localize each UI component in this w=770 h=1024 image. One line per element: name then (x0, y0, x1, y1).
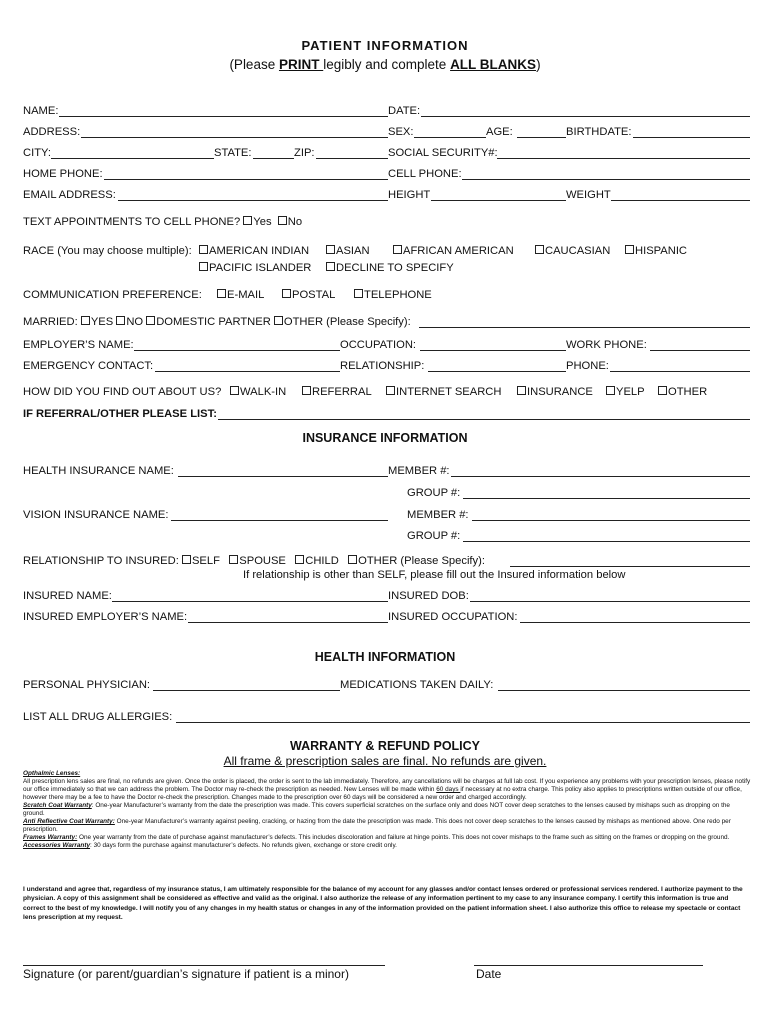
cell-phone-field[interactable] (462, 179, 750, 180)
opthalmic-title: Opthalmic Lenses: (23, 770, 81, 777)
accessories-text: Accessories Warranty: 30 days form the purchase against manufacturer’s defects. No refunds given, exchange or store credit only. (23, 842, 397, 849)
married-checkbox[interactable] (274, 316, 283, 325)
vision-insurance-label: VISION INSURANCE NAME: (23, 509, 169, 521)
age-label: AGE: (486, 126, 513, 138)
found-checkbox[interactable] (517, 386, 526, 395)
occupation-label: OCCUPATION: (340, 339, 417, 351)
zip-field[interactable] (316, 158, 388, 159)
found-checkbox[interactable] (658, 386, 667, 395)
phone-label: PHONE: (566, 360, 609, 372)
comm-option: POSTAL (282, 289, 335, 301)
found-checkbox[interactable] (606, 386, 615, 395)
vision-group-field[interactable] (463, 541, 750, 542)
found-option: REFERRAL (302, 386, 372, 398)
comm-checkbox[interactable] (354, 289, 363, 298)
zip-label: ZIP: (294, 147, 315, 159)
birthdate-field[interactable] (633, 137, 750, 138)
form-title: PATIENT INFORMATION (301, 38, 469, 53)
form-subtitle: (Please PRINT legibly and complete ALL BLANKS) (229, 57, 541, 72)
emergency-contact-field[interactable] (155, 371, 340, 372)
height-label: HEIGHT (388, 189, 431, 201)
member-field[interactable] (451, 476, 750, 477)
name-field[interactable] (59, 116, 388, 117)
found-checkbox[interactable] (230, 386, 239, 395)
name-label: NAME: (23, 105, 59, 117)
relationship-other-field[interactable] (510, 566, 750, 567)
text-appointments-row (23, 216, 302, 228)
city-label: CITY: (23, 147, 51, 159)
cell-phone-label: CELL PHONE: (388, 168, 462, 180)
communication-label: COMMUNICATION PREFERENCE: (23, 289, 202, 301)
weight-label: WEIGHT (566, 189, 611, 201)
member-label: MEMBER #: (388, 465, 450, 477)
insured-note: If relationship is other than SELF, please fill out the Insured information below (243, 569, 626, 581)
warranty-details (23, 770, 751, 850)
ssn-field[interactable] (497, 158, 750, 159)
married-checkbox[interactable] (146, 316, 155, 325)
occupation-field[interactable] (420, 350, 566, 351)
race-checkbox[interactable] (199, 262, 208, 271)
race-checkbox[interactable] (326, 245, 335, 254)
race-checkbox[interactable] (535, 245, 544, 254)
employer-field[interactable] (134, 350, 340, 351)
race-checkbox[interactable] (326, 262, 335, 271)
work-phone-label: WORK PHONE: (566, 339, 647, 351)
race-option: CAUCASIAN (535, 245, 610, 257)
found-label: HOW DID YOU FIND OUT ABOUT US? (23, 386, 222, 398)
relationship-label: RELATIONSHIP: (340, 360, 425, 372)
medications-label: MEDICATIONS TAKEN DAILY: (340, 679, 494, 691)
allergies-field[interactable] (176, 722, 750, 723)
legal-agreement: I understand and agree that, regardless of my insurance status, I am ultimately responsible for the balance of my account for any glasses and/or contact lenses ordered or professional services rendered. I authorize payment to the physician. A copy of this assignment shall be considered as effective and valid as the original. I also authorize the release of any information pertinent to my case to any insurance company. I certify this information is true and correct to the best of my knowledge. I will notify you of any changes in my health status or changes in any of the information provided on the patient information sheet. I also authorize this office to release my spectacle or contact lens prescription at my request. (23, 886, 743, 922)
relationship-checkbox[interactable] (229, 555, 238, 564)
race-option: HISPANIC (625, 245, 687, 257)
found-option: YELP (606, 386, 645, 398)
phone-field[interactable] (610, 371, 750, 372)
state-field[interactable] (253, 158, 294, 159)
vision-group-label: GROUP #: (407, 530, 461, 542)
vision-member-label: MEMBER #: (407, 509, 469, 521)
signature-label: Signature (or parent/guardian’s signature if patient is a minor) (23, 967, 349, 981)
frames-text: Frames Warranty: One year warranty from the date of purchase against manufacturer’s defects. This includes discoloration and failure at hinge points. This does not cover mishaps to the frame such as sitting on the frames or dropping on the ground. (23, 834, 730, 841)
group-field[interactable] (463, 498, 750, 499)
race-option: DECLINE TO SPECIFY (326, 262, 454, 274)
insured-dob-field[interactable] (470, 601, 750, 602)
insured-employer-label: INSURED EMPLOYER’S NAME: (23, 611, 188, 623)
yes-checkbox[interactable] (243, 216, 252, 225)
signature-date-label: Date (476, 967, 502, 981)
found-option: INTERNET SEARCH (386, 386, 501, 398)
weight-field[interactable] (611, 200, 750, 201)
insured-employer-field[interactable] (188, 622, 388, 623)
date-signature-field[interactable] (474, 965, 703, 966)
vision-insurance-field[interactable] (171, 520, 388, 521)
physician-label: PERSONAL PHYSICIAN: (23, 679, 151, 691)
found-option: OTHER (658, 386, 707, 398)
yes-label: Yes (253, 216, 272, 228)
married-checkbox[interactable] (116, 316, 125, 325)
race-label: RACE (You may choose multiple): (23, 245, 192, 257)
emergency-contact-label: EMERGENCY CONTACT: (23, 360, 154, 372)
age-field[interactable] (517, 137, 566, 138)
height-field[interactable] (431, 200, 566, 201)
found-checkbox[interactable] (386, 386, 395, 395)
insurance-heading: INSURANCE INFORMATION (302, 431, 468, 445)
date-field[interactable] (421, 116, 750, 117)
sex-field[interactable] (414, 137, 486, 138)
relationship-insured-label: RELATIONSHIP TO INSURED: (23, 555, 179, 567)
home-phone-label: HOME PHONE: (23, 168, 103, 180)
date-label: DATE: (388, 105, 421, 117)
physician-field[interactable] (153, 690, 340, 691)
no-checkbox[interactable] (278, 216, 287, 225)
relationship-field[interactable] (428, 371, 566, 372)
email-label: EMAIL ADDRESS: (23, 189, 116, 201)
city-field[interactable] (51, 158, 214, 159)
race-option: AMERICAN INDIAN (199, 245, 309, 257)
comm-checkbox[interactable] (217, 289, 226, 298)
state-label: STATE: (214, 147, 252, 159)
scratch-coat-text: Scratch Coat Warranty: One-year Manufacturer’s warranty from the date the prescription was made. This covers superficial scratches on the surface only and does NOT cover deep scratches to the lenses caused by mishaps such as dropping on the ground. (23, 802, 730, 817)
address-field[interactable] (81, 137, 388, 138)
sex-label: SEX: (388, 126, 414, 138)
race-option: ASIAN (326, 245, 370, 257)
home-phone-field[interactable] (104, 179, 388, 180)
race-checkbox[interactable] (625, 245, 634, 254)
relationship-insured-row: RELATIONSHIP TO INSURED: SELF SPOUSE CHILD OTHER (Please Specify): (23, 555, 485, 567)
warranty-heading: WARRANTY & REFUND POLICY (289, 739, 481, 753)
relationship-checkbox[interactable] (182, 555, 191, 564)
race-checkbox[interactable] (393, 245, 402, 254)
married-checkbox[interactable] (81, 316, 90, 325)
referral-list-label: IF REFERRAL/OTHER PLEASE LIST: (23, 408, 217, 420)
comm-option: E-MAIL (217, 289, 264, 301)
relationship-checkbox[interactable] (348, 555, 357, 564)
text-appointments-label: TEXT APPOINTMENTS TO CELL PHONE? (23, 216, 241, 228)
found-option: WALK-IN (230, 386, 286, 398)
insured-name-label: INSURED NAME: (23, 590, 112, 602)
warranty-subheading: All frame & prescription sales are final. No refunds are given. (223, 754, 547, 768)
insured-dob-label: INSURED DOB: (388, 590, 469, 602)
married-label: MARRIED: (23, 316, 78, 328)
employer-label: EMPLOYER’S NAME: (23, 339, 134, 351)
insured-occupation-field[interactable] (520, 622, 750, 623)
race-checkbox[interactable] (199, 245, 208, 254)
ssn-label: SOCIAL SECURITY#: (388, 147, 498, 159)
comm-checkbox[interactable] (282, 289, 291, 298)
vision-member-field[interactable] (472, 520, 750, 521)
found-checkbox[interactable] (302, 386, 311, 395)
opthalmic-text: All prescription lens sales are final, no refunds are given. Once the order is placed, the order is sent to the lab immediately. Therefore, any cancellations will be charges at full lab cost. If you experience any problems with your prescription lenses, please notify our office immediately so that we can address the problem. The Doctor may re-check the prescription as needed. New Lenses will be made within 60 days if necessary at no extra charge. This policy also applies to prescriptions written outside of our office, however there may be a fee to have the Doctor re-check the prescription. Changes made to the prescription over 60 days will be considered a new order and charged accordingly. (23, 778, 751, 801)
race-option: PACIFIC ISLANDER (199, 262, 311, 274)
medications-field[interactable] (498, 690, 750, 691)
no-label: No (287, 216, 303, 228)
referral-list-field[interactable] (218, 419, 750, 420)
health-heading: HEALTH INFORMATION (314, 650, 456, 664)
relationship-checkbox[interactable] (295, 555, 304, 564)
address-label: ADDRESS: (23, 126, 81, 138)
allergies-label: LIST ALL DRUG ALLERGIES: (23, 711, 173, 723)
health-insurance-label: HEALTH INSURANCE NAME: (23, 465, 174, 477)
comm-option: TELEPHONE (354, 289, 432, 301)
married-row: MARRIED: YES NO DOMESTIC PARTNER OTHER (Please Specify): (23, 316, 411, 328)
signature-field[interactable] (23, 965, 385, 966)
married-other-field[interactable] (419, 327, 750, 328)
health-insurance-field[interactable] (178, 476, 388, 477)
found-option: INSURANCE (517, 386, 593, 398)
group-label: GROUP #: (407, 487, 461, 499)
race-option: AFRICAN AMERICAN (393, 245, 514, 257)
work-phone-field[interactable] (650, 350, 750, 351)
insured-name-field[interactable] (112, 601, 388, 602)
anti-reflective-text: Anti Reflective Coat Warranty: One-year Manufacturer’s warranty against peeling, cracking, or hazing from the date the prescription was made. This does not cover deep scratches to the lenses caused by mishaps as mentioned above. One redo per prescription. (23, 818, 731, 833)
insured-occupation-label: INSURED OCCUPATION: (388, 611, 518, 623)
birthdate-label: BIRTHDATE: (566, 126, 632, 138)
email-field[interactable] (118, 200, 388, 201)
